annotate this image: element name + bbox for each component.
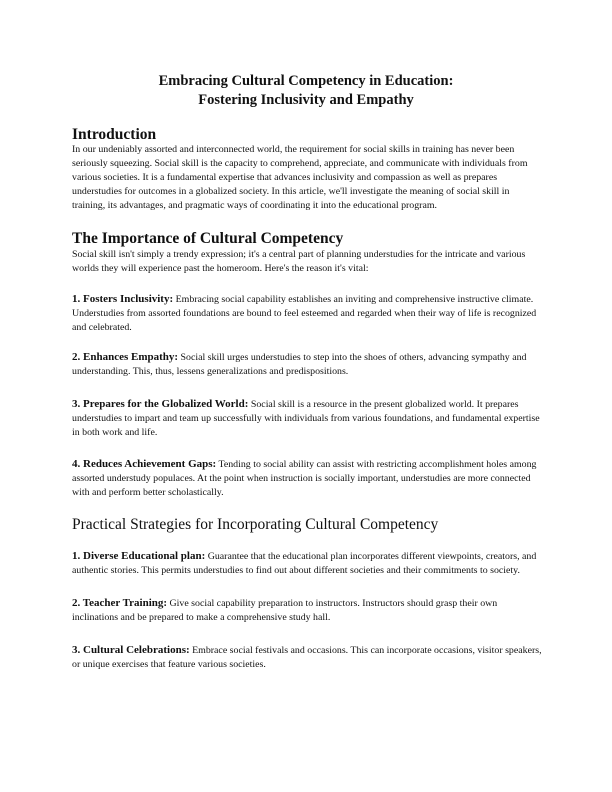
importance-item (72, 350, 544, 379)
item-text: Social skill is a resource in the present globalized world. It prepares understudies to impart and team up successfully with individuals from various foundations, and fundamental expertise in both work and life. (72, 399, 540, 438)
importance-paragraph: Social skill isn't simply a trendy expression; it's a central part of planning understudies for the intricate and various worlds they will experience past the homeroom. Here's the reason it's vital: (72, 249, 526, 274)
importance-item (72, 397, 544, 440)
strategies-heading: Practical Strategies for Incorporating Cultural Competency (72, 516, 439, 533)
title-line-2: Fostering Inclusivity and Empathy (198, 92, 414, 108)
item-text: Embrace social festivals and occasions. This can incorporate occasions, visitor speakers, or unique exercises that feature various societies. (72, 645, 542, 670)
item-label: 3. Prepares for the Globalized World: (72, 398, 249, 410)
item-label: 2. Teacher Training: (72, 597, 168, 609)
item-label: 2. Enhances Empathy: (72, 351, 179, 363)
item-label: 4. Reduces Achievement Gaps: (72, 458, 217, 470)
item-label: 3. Cultural Celebrations: (72, 644, 190, 656)
strategy-item (72, 549, 544, 578)
importance-heading: The Importance of Cultural Competency (72, 230, 344, 247)
item-text: Guarantee that the educational plan incorporates different viewpoints, creators, and authentic stories. This permits understudies to find out about different societies and their commitments to society. (72, 551, 537, 576)
item-text: Embracing social capability establishes an inviting and comprehensive instructive climate. Understudies from assorted foundations are bound to feel esteemed and regarded when their way of life is recognized and celebrated. (72, 294, 537, 333)
intro-paragraph: In our undeniably assorted and interconnected world, the requirement for social skills in training has never been seriously squeezing. Social skill is the capacity to comprehend, appreciate, and communicate with individuals from various societies. It is a fundamental expertise that advances inclusivity and compassion as well as prepares understudies for outcomes in a globalized society. In this article, we'll investigate the meaning of social skill in training, its advantages, and pragmatic ways of coordinating it into the educational program. (72, 144, 528, 211)
item-label: 1. Diverse Educational plan: (72, 550, 206, 562)
intro-heading: Introduction (72, 126, 157, 143)
item-text: Social skill urges understudies to step into the shoes of others, advancing sympathy and understanding. This, thus, lessens generalizations and predispositions. (72, 352, 527, 377)
importance-item (72, 457, 544, 500)
document-title (0, 72, 612, 110)
importance-item (72, 292, 544, 335)
item-label: 1. Fosters Inclusivity: (72, 293, 174, 305)
item-text: Give social capability preparation to instructors. Instructors should grasp their own inclinations and be prepared to make a comprehensive study hall. (72, 598, 498, 623)
strategy-item (72, 643, 544, 672)
strategy-item (72, 596, 544, 625)
item-text: Tending to social ability can assist with restricting accomplishment holes among assorted understudy populaces. At the point when instruction is socially important, understudies are more connected with and perform better scholastically. (72, 459, 537, 498)
title-line-1: Embracing Cultural Competency in Education: (158, 73, 454, 89)
